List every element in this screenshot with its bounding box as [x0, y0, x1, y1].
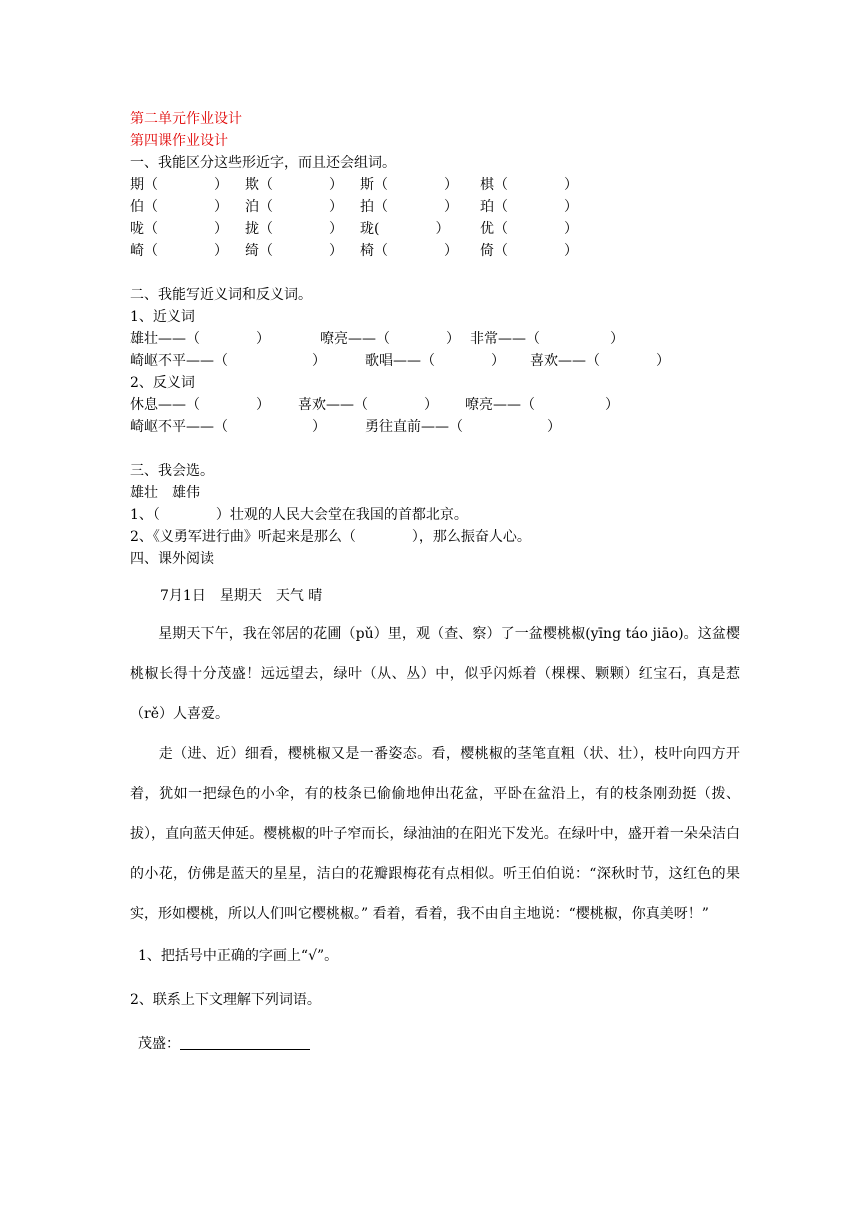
- synonym-item[interactable]: 嘹亮——（ ）: [320, 331, 460, 347]
- section2-heading: 二、我能写近义词和反义词。: [130, 287, 312, 303]
- antonym-label: 2、反义词: [130, 375, 195, 391]
- char-cell[interactable]: 珑( ）: [360, 221, 450, 237]
- synonym-row: [130, 350, 740, 372]
- char-cell[interactable]: 优（ ）: [480, 221, 578, 237]
- antonym-item[interactable]: 休息——（ ）: [130, 397, 270, 413]
- lesson-title: 第四课作业设计: [130, 133, 228, 149]
- char-row: [130, 240, 740, 262]
- synonym-item[interactable]: 非常——（ ）: [470, 331, 624, 347]
- synonym-item[interactable]: 崎岖不平——（ ）: [130, 353, 326, 369]
- antonym-item[interactable]: 喜欢——（ ）: [298, 397, 438, 413]
- answer-blank[interactable]: [180, 1033, 310, 1050]
- reading-question-3: [130, 1022, 740, 1066]
- char-cell[interactable]: 欺（ ）: [245, 177, 343, 193]
- char-row: [130, 174, 740, 196]
- char-cell[interactable]: 期（ ）: [130, 177, 228, 193]
- reading-paragraph-1: 星期天下午，我在邻居的花圃（pǔ）里，观（查、察）了一盆樱桃椒(yīng táo jiāo)。这盆樱桃椒长得十分茂盛！远远望去，绿叶（从、丛）中，似乎闪烁着（棵棵、颗颗）红宝石，真是惹（rě）人喜爱。: [130, 626, 740, 722]
- section3-heading: 三、我会选。: [130, 463, 214, 479]
- char-cell[interactable]: 椅（ ）: [360, 243, 458, 259]
- antonym-item[interactable]: 勇往直前——（ ）: [365, 419, 561, 435]
- synonym-label: 1、近义词: [130, 309, 195, 325]
- synonym-item[interactable]: 雄壮——（ ）: [130, 331, 270, 347]
- section1-heading: 一、我能区分这些形近字，而且还会组词。: [130, 155, 396, 171]
- choice-question-2[interactable]: 2、《义勇军进行曲》听起来是那么（ ），那么振奋人心。: [130, 529, 531, 545]
- char-row: [130, 218, 740, 240]
- diary-date-line: 7月1日 星期天 天气 晴: [160, 588, 323, 604]
- antonym-row: [130, 394, 740, 416]
- synonym-item[interactable]: 喜欢——（ ）: [530, 353, 670, 369]
- spacer: [130, 262, 740, 284]
- choice-question-1[interactable]: 1、（ ）壮观的人民大会堂在我国的首都北京。: [130, 507, 468, 523]
- worksheet-page: [130, 108, 740, 1066]
- reading-paragraph-2: 走（进、近）细看，樱桃椒又是一番姿态。看，樱桃椒的茎笔直粗（状、壮），枝叶向四方开着，犹如一把绿色的小伞，有的枝条已偷偷地伸出花盆，平卧在盆沿上，有的枝条刚劲挺（拨、拔），直向蓝天伸延。樱桃椒的叶子窄而长，绿油油的在阳光下发光。在绿叶中，盛开着一朵朵洁白的小花，仿佛是蓝天的星星，洁白的花瓣跟梅花有点相似。听王伯伯说：“深秋时节，这红色的果实，形如樱桃，所以人们叫它樱桃椒。” 看着，看着，我不由自主地说：“樱桃椒，你真美呀！”: [130, 746, 740, 922]
- char-cell[interactable]: 珀（ ）: [480, 199, 578, 215]
- word-choices: 雄壮 雄伟: [130, 485, 200, 501]
- char-cell[interactable]: 斯（ ）: [360, 177, 458, 193]
- char-cell[interactable]: 绮（ ）: [245, 243, 343, 259]
- synonym-item[interactable]: 歌唱——（ ）: [365, 353, 505, 369]
- char-cell[interactable]: 咙（ ）: [130, 221, 228, 237]
- char-cell[interactable]: 倚（ ）: [480, 243, 578, 259]
- reading-question-2: 2、联系上下文理解下列词语。: [130, 992, 321, 1008]
- section4-heading: 四、课外阅读: [130, 551, 214, 567]
- antonym-item[interactable]: 嘹亮——（ ）: [465, 397, 619, 413]
- char-cell[interactable]: 崎（ ）: [130, 243, 228, 259]
- char-grid: [130, 174, 740, 262]
- antonym-item[interactable]: 崎岖不平——（ ）: [130, 419, 326, 435]
- char-cell[interactable]: 伯（ ）: [130, 199, 228, 215]
- char-row: [130, 196, 740, 218]
- char-cell[interactable]: 拍（ ）: [360, 199, 458, 215]
- reading-question-1: 1、把括号中正确的字画上“√”。: [138, 948, 339, 964]
- antonym-row: [130, 416, 740, 438]
- char-cell[interactable]: 棋（ ）: [480, 177, 578, 193]
- spacer: [130, 438, 740, 460]
- char-cell[interactable]: 泊（ ）: [245, 199, 343, 215]
- char-cell[interactable]: 拢（ ）: [245, 221, 343, 237]
- unit-title: 第二单元作业设计: [130, 111, 242, 127]
- synonym-row: [130, 328, 740, 350]
- word-label: 茂盛：: [138, 1036, 180, 1052]
